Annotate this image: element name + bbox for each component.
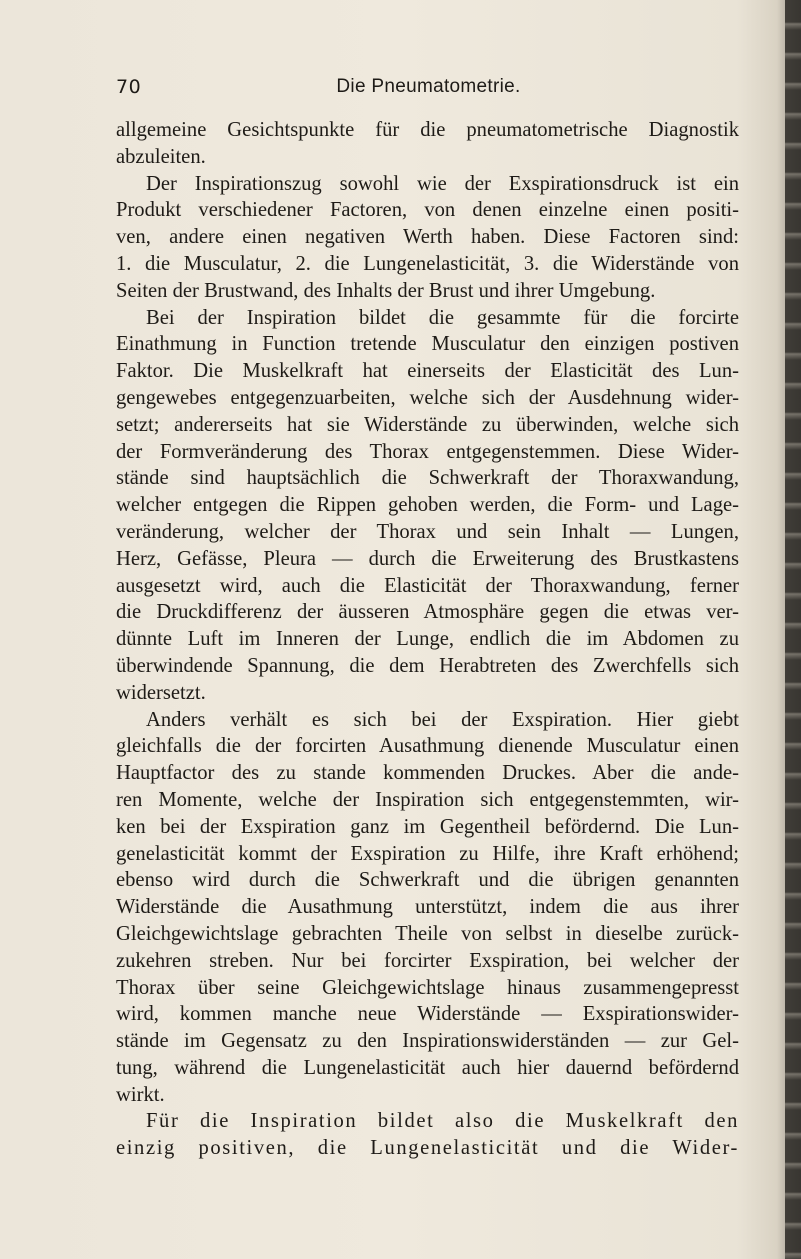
text-line: veränderung, welcher der Thorax und sein Inhalt — Lungen, bbox=[116, 520, 739, 543]
text-line: gleichfalls die der forcirten Ausathmung dienende Musculatur einen bbox=[116, 735, 739, 758]
text-line: genelasticität kommt der Exspiration zu Hilfe, ihre Kraft erhöhend; bbox=[116, 842, 739, 865]
text-line: Faktor. Die Muskelkraft hat einerseits der Elasticität des Lun- bbox=[116, 360, 739, 383]
text-line: setzt; andererseits hat sie Widerstände zu überwinden, welche sich bbox=[116, 413, 739, 436]
running-title: Die Pneumatometrie. bbox=[336, 76, 521, 97]
text-line: Widerstände die Ausathmung unterstützt, indem die aus ihrer bbox=[116, 896, 739, 919]
text-line: ebenso wird durch die Schwerkraft und die übrigen genannten bbox=[116, 869, 739, 892]
text-line: abzuleiten. bbox=[116, 145, 206, 168]
text-line: Produkt verschiedener Factoren, von denen einzelne einen positi- bbox=[116, 199, 739, 222]
text-line: Einathmung in Function tretende Musculatur den einzigen postiven bbox=[116, 333, 739, 356]
page-binding-edge bbox=[785, 0, 801, 1259]
text-line: einzig positiven, die Lungenelasticität und die Wider- bbox=[116, 1137, 739, 1160]
text-line: welcher entgegen die Rippen gehoben werden, die Form- und Lage- bbox=[116, 494, 739, 517]
text-line: Hauptfactor des zu stande kommenden Druckes. Aber die ande- bbox=[116, 762, 739, 785]
page-number: 70 bbox=[116, 76, 142, 98]
text-line: tung, während die Lungenelasticität auch hier dauernd befördernd bbox=[116, 1056, 739, 1079]
text-line: zukehren streben. Nur bei forcirter Exspiration, bei welcher der bbox=[116, 949, 739, 972]
text-line: Thorax über seine Gleichgewichtslage hinaus zusammengepresst bbox=[116, 976, 739, 999]
text-line: Für die Inspiration bildet also die Muskelkraft den bbox=[146, 1110, 739, 1133]
text-line: dünnte Luft im Inneren der Lunge, endlich die im Abdomen zu bbox=[116, 628, 739, 651]
text-line: Herz, Gefässe, Pleura — durch die Erweiterung des Brustkastens bbox=[116, 547, 739, 570]
text-line: Der Inspirationszug sowohl wie der Exspirationsdruck ist ein bbox=[146, 172, 739, 195]
text-line: Bei der Inspiration bildet die gesammte für die forcirte bbox=[146, 306, 739, 329]
body-text bbox=[116, 117, 739, 1162]
text-line: die Druckdifferenz der äusseren Atmosphäre gegen die etwas ver- bbox=[116, 601, 739, 624]
text-line: überwindende Spannung, die dem Herabtreten des Zwerchfells sich bbox=[116, 654, 739, 677]
text-line: stände sind hauptsächlich die Schwerkraft der Thoraxwandung, bbox=[116, 467, 739, 490]
text-line: widersetzt. bbox=[116, 681, 206, 704]
text-line: Seiten der Brustwand, des Inhalts der Brust und ihrer Umgebung. bbox=[116, 279, 656, 302]
text-line: 1. die Musculatur, 2. die Lungenelasticität, 3. die Widerstände von bbox=[116, 252, 739, 275]
text-line: stände im Gegensatz zu den Inspirationswiderständen — zur Gel- bbox=[116, 1030, 739, 1053]
text-line: ren Momente, welche der Inspiration sich entgegenstemmten, wir- bbox=[116, 788, 739, 811]
text-line: wird, kommen manche neue Widerstände — Exspirationswider- bbox=[116, 1003, 739, 1026]
text-line: ven, andere einen negativen Werth haben. Diese Factoren sind: bbox=[116, 226, 739, 249]
text-line: der Formveränderung des Thorax entgegenstemmen. Diese Wider- bbox=[116, 440, 739, 463]
text-line: Gleichgewichtslage gebrachten Theile von selbst in dieselbe zurück- bbox=[116, 922, 739, 945]
text-line: Anders verhält es sich bei der Exspiration. Hier giebt bbox=[146, 708, 739, 731]
text-line: ausgesetzt wird, auch die Elasticität der Thoraxwandung, ferner bbox=[116, 574, 739, 597]
text-line: gengewebes entgegenzuarbeiten, welche sich der Ausdehnung wider- bbox=[116, 386, 739, 409]
page-header bbox=[116, 76, 741, 104]
text-line: allgemeine Gesichtspunkte für die pneumatometrische Diagnostik bbox=[116, 119, 739, 141]
text-line: ken bei der Exspiration ganz im Gegentheil befördernd. Die Lun- bbox=[116, 815, 739, 838]
text-line: wirkt. bbox=[116, 1083, 165, 1106]
